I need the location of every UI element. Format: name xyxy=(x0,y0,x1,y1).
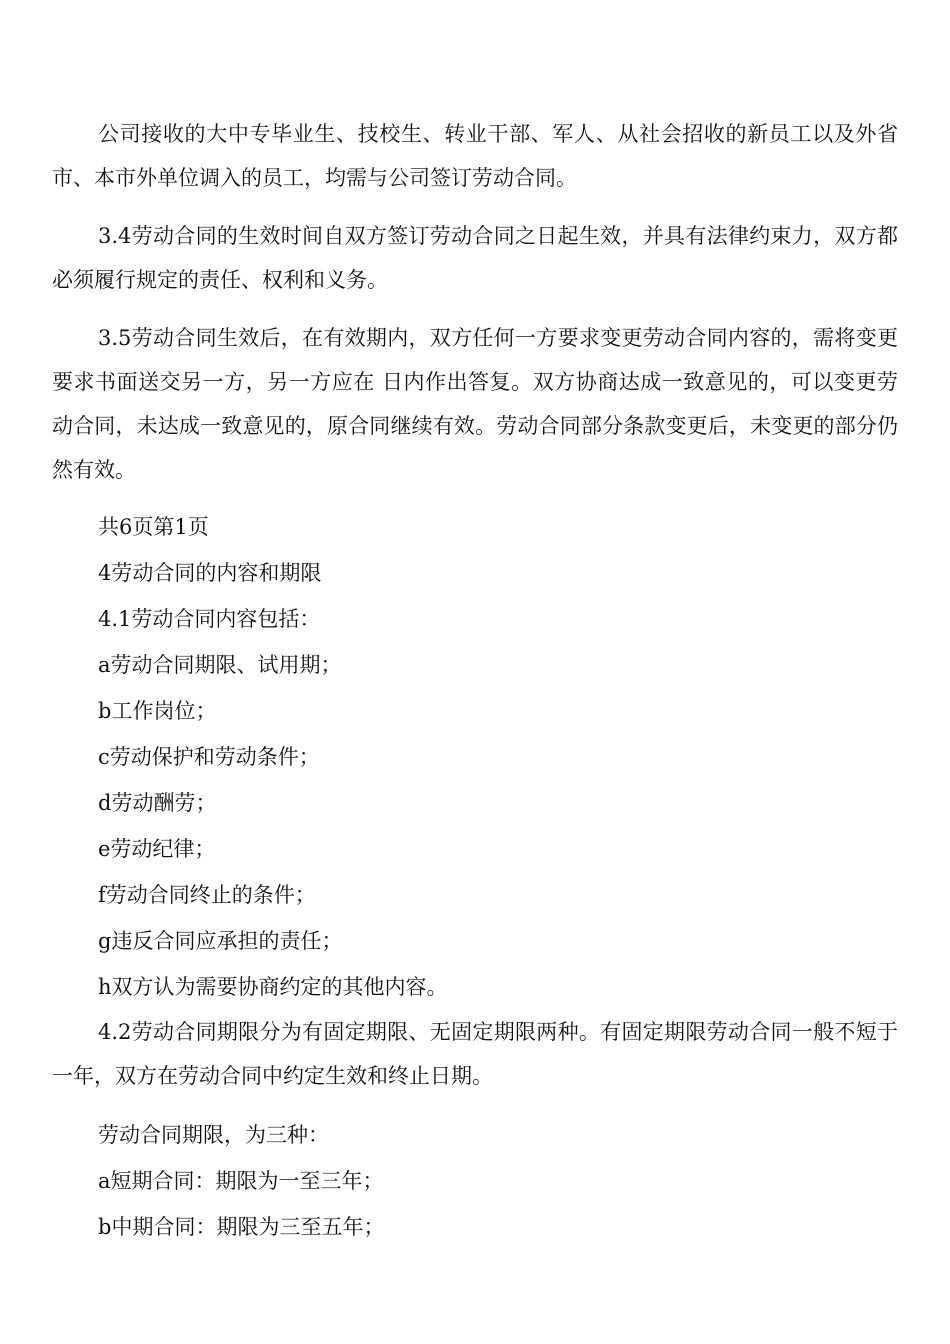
clause-4-1: 4.1劳动合同内容包括： xyxy=(98,607,321,631)
list-item: b中期合同：期限为三至五年； xyxy=(98,1215,385,1239)
list-item: d劳动酬劳； xyxy=(98,791,217,815)
list-item: g违反合同应承担的责任； xyxy=(98,929,343,953)
paragraph-clause-4-2: 4.2劳动合同期限分为有固定期限、无固定期限两种。有固定期限劳动合同一般不短于一年，双方在劳动合同中约定生效和终止日期。 xyxy=(52,1020,898,1088)
list-item: a劳动合同期限、试用期； xyxy=(98,653,342,677)
list-item: a短期合同：期限为一至三年； xyxy=(98,1169,384,1193)
list-item: h双方认为需要协商约定的其他内容。 xyxy=(98,975,448,999)
document-page xyxy=(52,112,898,1250)
page-footer: 共6页第1页 xyxy=(98,515,209,539)
list-item: b工作岗位； xyxy=(98,699,217,723)
term-intro: 劳动合同期限，为三种： xyxy=(98,1123,329,1147)
list-item: e劳动纪律； xyxy=(98,837,216,861)
list-item: c劳动保护和劳动条件； xyxy=(98,745,320,769)
paragraph-employee-contract: 公司接收的大中专毕业生、技校生、转业干部、军人、从社会招收的新员工以及外省市、本市外单位调入的员工，均需与公司签订劳动合同。 xyxy=(52,122,898,190)
paragraph-clause-3-5: 3.5劳动合同生效后，在有效期内，双方任何一方要求变更劳动合同内容的，需将变更要求书面送交另一方，另一方应在 日内作出答复。双方协商达成一致意见的，可以变更劳动合同，未达成一致意见的，原合同继续有效。劳动合同部分条款变更后，未变更的部分仍然有效。 xyxy=(52,326,898,482)
paragraph-clause-3-4: 3.4劳动合同的生效时间自双方签订劳动合同之日起生效，并具有法律约束力，双方都必须履行规定的责任、权利和义务。 xyxy=(52,224,898,292)
list-item: f劳动合同终止的条件； xyxy=(98,883,316,907)
section-heading: 4劳动合同的内容和期限 xyxy=(98,561,322,585)
